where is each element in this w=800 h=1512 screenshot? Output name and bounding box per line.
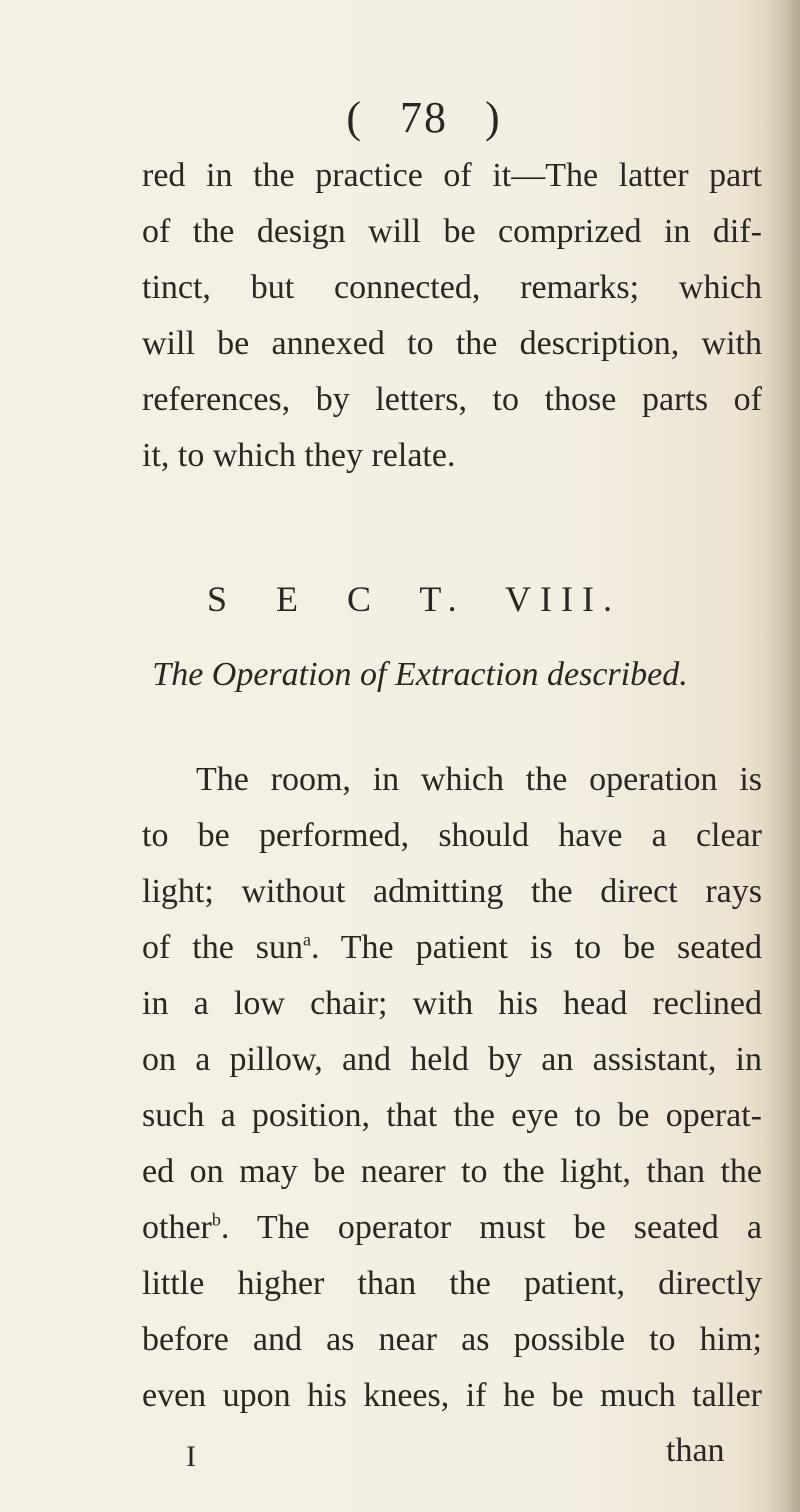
text-line: of the sun$^a$. The patient is to be seated: [142, 929, 763, 966]
text-line: The room, in which the operation is: [196, 761, 762, 798]
text-line: on a pillow, and held by an assistant, in: [142, 1041, 762, 1078]
text-line: in a low chair; with his head reclined: [142, 985, 762, 1022]
text-line: little higher than the patient, directly: [142, 1265, 762, 1302]
section-heading: S E C T. VIII.: [206, 579, 621, 619]
text-line: ed on may be nearer to the light, than the: [142, 1153, 762, 1190]
text-line: even upon his knees, if he be much taller: [142, 1377, 762, 1414]
text-line: other$^b$. The operator must be seated a: [142, 1209, 762, 1246]
text-line: before and as near as possible to him;: [142, 1321, 762, 1358]
text-line: of the design will be comprized in dif-: [142, 213, 762, 250]
text-line: references, by letters, to those parts of: [142, 381, 762, 418]
text-line: tinct, but connected, remarks; which: [142, 269, 762, 306]
text-line: to be performed, should have a clear: [142, 817, 762, 854]
catchword: than: [666, 1432, 725, 1469]
page-edge-shadow: [762, 0, 800, 1512]
text-line: light; without admitting the direct rays: [142, 873, 762, 910]
section-subtitle: The Operation of Extraction described.: [152, 656, 688, 693]
page-number-header: ( 78 ): [346, 93, 502, 142]
signature-mark: I: [186, 1440, 196, 1473]
text-line: it, to which they relate.: [142, 437, 456, 474]
text-line: red in the practice of it—The latter part: [142, 157, 762, 194]
text-line: will be annexed to the description, with: [142, 325, 762, 362]
text-line: such a position, that the eye to be operat-: [142, 1097, 762, 1134]
